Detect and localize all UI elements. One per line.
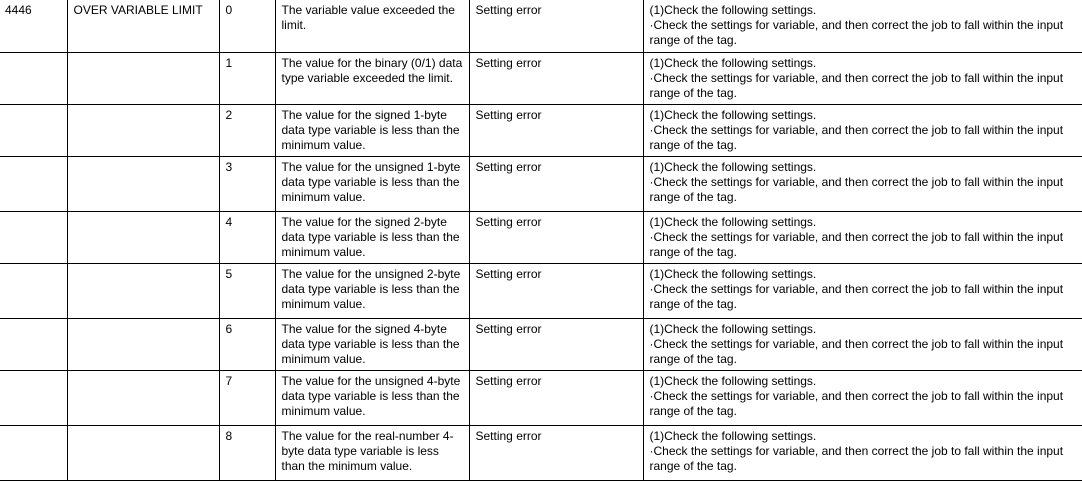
remedy-cell [643, 318, 1082, 370]
remedy-cell [643, 370, 1082, 425]
remedy-line: range of the tag. [649, 458, 737, 473]
alarm-code-cell [0, 156, 67, 211]
remedy-line: (1)Check the following settings. [649, 266, 817, 281]
remedy-cell [643, 0, 1082, 52]
alarm-name-cell [67, 263, 219, 318]
remedy-line: range of the tag. [649, 296, 737, 311]
remedy-line: range of the tag. [649, 403, 737, 418]
alarm-code-cell [0, 211, 67, 263]
category-cell [469, 211, 643, 263]
alarm-name-cell [67, 211, 219, 263]
table-row [0, 104, 1082, 156]
alarm-code-cell [0, 318, 67, 370]
sub-code: 3 [225, 159, 233, 174]
table-row [0, 52, 1082, 104]
description-cell [275, 425, 469, 480]
remedy-line: range of the tag. [649, 244, 737, 259]
remedy-line: (1)Check the following settings. [649, 321, 817, 336]
description-cell [275, 318, 469, 370]
category-cell [469, 318, 643, 370]
alarm-code-cell [0, 263, 67, 318]
table-row [0, 0, 1082, 52]
sub-code: 4 [225, 214, 233, 229]
description: The value for the unsigned 1-byte data type variable is less than the minimum value. [281, 159, 461, 204]
remedy-cell [643, 425, 1082, 480]
remedy-line: range of the tag. [649, 189, 737, 204]
alarm-name-cell [67, 104, 219, 156]
description-cell [275, 211, 469, 263]
category-cell [469, 370, 643, 425]
alarm-code-cell [0, 370, 67, 425]
table-row [0, 318, 1082, 370]
description: The value for the real-number 4-byte data type variable is less than the minimum value. [281, 428, 454, 473]
alarm-code-cell [0, 0, 67, 52]
remedy-line: ·Check the settings for variable, and then correct the job to fall within the input [649, 281, 1064, 296]
table-row [0, 156, 1082, 211]
sub-code: 7 [225, 373, 233, 388]
remedy-line: range of the tag. [649, 85, 737, 100]
description: The variable value exceeded the limit. [281, 3, 455, 32]
remedy-line: ·Check the settings for variable, and then correct the job to fall within the input [649, 174, 1064, 189]
remedy-cell [643, 104, 1082, 156]
table-row [0, 263, 1082, 318]
sub-code: 1 [225, 55, 233, 70]
alarm-name-cell [67, 0, 219, 52]
sub-code-cell [219, 52, 275, 104]
category-cell [469, 0, 643, 52]
remedy-line: ·Check the settings for variable, and then correct the job to fall within the input [649, 388, 1064, 403]
sub-code-cell [219, 370, 275, 425]
remedy-cell [643, 263, 1082, 318]
category-cell [469, 104, 643, 156]
alarm-name-cell [67, 52, 219, 104]
remedy-line: ·Check the settings for variable, and then correct the job to fall within the input [649, 229, 1064, 244]
remedy-line: ·Check the settings for variable, and then correct the job to fall within the input [649, 443, 1064, 458]
description: The value for the unsigned 2-byte data type variable is less than the minimum value. [281, 266, 461, 311]
sub-code-cell [219, 0, 275, 52]
remedy-line: (1)Check the following settings. [649, 3, 817, 17]
description-cell [275, 370, 469, 425]
description: The value for the signed 1-byte data type variable is less than the minimum value. [281, 107, 460, 152]
remedy-line: ·Check the settings for variable, and then correct the job to fall within the input [649, 18, 1064, 32]
alarm-code-cell [0, 425, 67, 480]
description-cell [275, 104, 469, 156]
category-cell [469, 156, 643, 211]
sub-code: 2 [225, 107, 233, 122]
remedy-line: range of the tag. [649, 351, 737, 366]
table-row [0, 211, 1082, 263]
alarm-name-cell [67, 318, 219, 370]
sub-code: 5 [225, 266, 233, 281]
category: Setting error [475, 428, 542, 443]
sub-code: 8 [225, 428, 233, 443]
remedy-line: (1)Check the following settings. [649, 373, 817, 388]
remedy-line: ·Check the settings for variable, and then correct the job to fall within the input [649, 70, 1064, 85]
alarm-name-cell [67, 156, 219, 211]
description-cell [275, 0, 469, 52]
remedy-line: (1)Check the following settings. [649, 159, 817, 174]
alarm-code-cell [0, 104, 67, 156]
sub-code-cell [219, 104, 275, 156]
remedy-line: ·Check the settings for variable, and then correct the job to fall within the input [649, 122, 1064, 137]
remedy-line: (1)Check the following settings. [649, 55, 817, 70]
alarm-name-cell [67, 425, 219, 480]
sub-code-cell [219, 211, 275, 263]
category: Setting error [475, 373, 542, 388]
sub-code-cell [219, 263, 275, 318]
category: Setting error [475, 321, 542, 336]
description-cell [275, 156, 469, 211]
remedy-cell [643, 156, 1082, 211]
sub-code: 0 [225, 3, 233, 17]
sub-code-cell [219, 425, 275, 480]
category: Setting error [475, 214, 542, 229]
sub-code-cell [219, 318, 275, 370]
table-row [0, 425, 1082, 480]
alarm-name: OVER VARIABLE LIMIT [73, 3, 203, 17]
description-cell [275, 52, 469, 104]
remedy-line: ·Check the settings for variable, and then correct the job to fall within the input [649, 336, 1064, 351]
alarm-name-cell [67, 370, 219, 425]
remedy-line: (1)Check the following settings. [649, 428, 817, 443]
category: Setting error [475, 3, 542, 17]
category: Setting error [475, 159, 542, 174]
remedy-cell [643, 211, 1082, 263]
remedy-line: (1)Check the following settings. [649, 107, 817, 122]
remedy-cell [643, 52, 1082, 104]
description-cell [275, 263, 469, 318]
description: The value for the signed 2-byte data type variable is less than the minimum value. [281, 214, 460, 259]
table-row [0, 370, 1082, 425]
category-cell [469, 425, 643, 480]
remedy-line: (1)Check the following settings. [649, 214, 817, 229]
description: The value for the signed 4-byte data type variable is less than the minimum value. [281, 321, 460, 366]
category: Setting error [475, 55, 542, 70]
category-cell [469, 263, 643, 318]
sub-code-cell [219, 156, 275, 211]
description: The value for the binary (0/1) data type variable exceeded the limit. [281, 55, 463, 85]
category: Setting error [475, 266, 542, 281]
sub-code: 6 [225, 321, 233, 336]
category-cell [469, 52, 643, 104]
alarm-code: 4446 [5, 3, 32, 17]
category: Setting error [475, 107, 542, 122]
remedy-line: range of the tag. [649, 33, 737, 47]
description: The value for the unsigned 4-byte data type variable is less than the minimum value. [281, 373, 461, 418]
alarm-code-cell [0, 52, 67, 104]
remedy-line: range of the tag. [649, 137, 737, 152]
